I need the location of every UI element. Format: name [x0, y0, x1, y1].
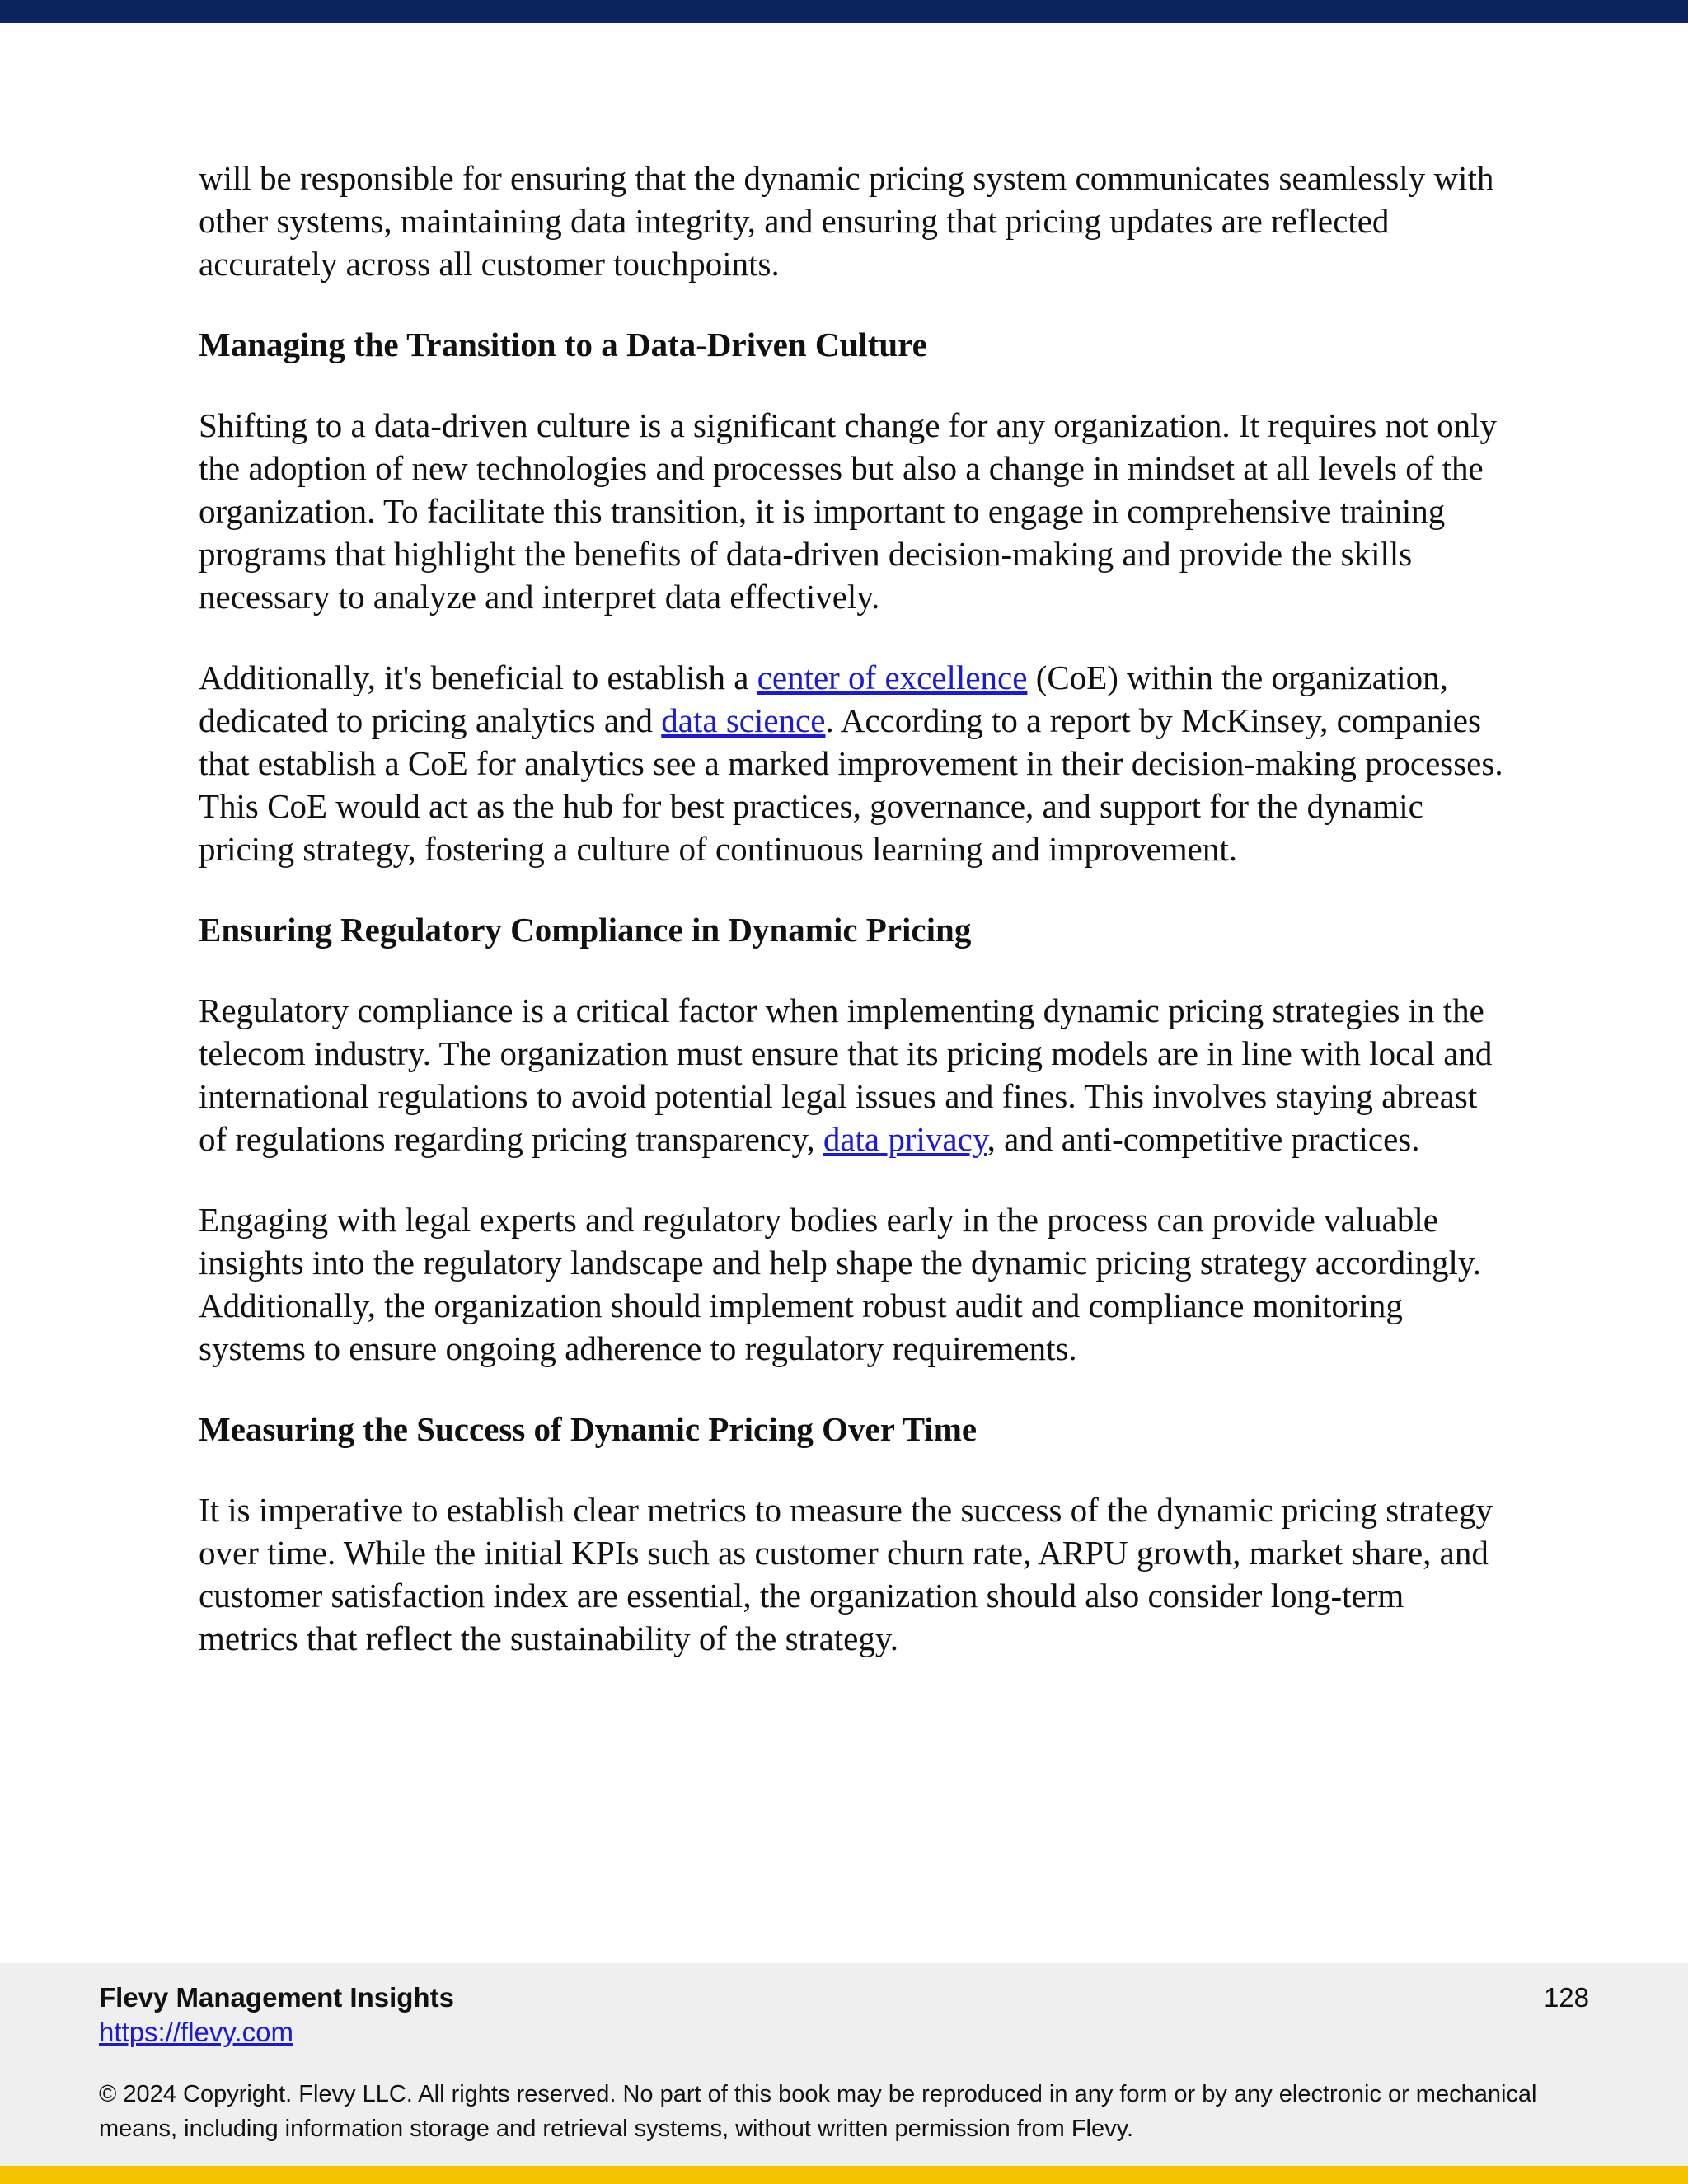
success-paragraph-1: It is imperative to establish clear metrics to measure the success of the dynamic pricing strategy over time. While the initial KPIs such as customer churn rate, ARPU growth, market share, and customer satisfaction index are essential, the organization should also consider long-term metrics that reflect the sustainability of the strategy. [199, 1491, 1493, 1657]
page-number: 128 [1543, 1982, 1589, 2013]
compliance-paragraph-2: Engaging with legal experts and regulatory bodies early in the process can provide valuable insights into the regulatory landscape and help shape the dynamic pricing strategy accordingly. Additionally, the organization should implement robust audit and compliance monitoring systems to ensure ongoing adherence to regulatory requirements. [199, 1201, 1482, 1367]
culture-paragraph-2 [199, 656, 1509, 870]
compliance-paragraph-1 [199, 989, 1509, 1160]
top-color-bar [0, 0, 1688, 23]
document-body [199, 157, 1509, 1698]
center-of-excellence-link[interactable]: center of excellence [757, 658, 1028, 696]
culture-p2-text-2: (CoE) within the organization, dedicated to pricing analytics and [199, 658, 1448, 739]
bottom-color-bar [0, 2166, 1688, 2184]
culture-paragraph-1: Shifting to a data-driven culture is a significant change for any organization. It requires not only the adoption of new technologies and processes but also a change in mindset at all levels of the organization. To facilitate this transition, it is important to engage in comprehensive training programs that highlight the benefits of data-driven decision-making and provide the skills necessary to analyze and interpret data effectively. [199, 406, 1497, 616]
data-privacy-link[interactable]: data privacy [823, 1120, 987, 1158]
section-heading-success: Measuring the Success of Dynamic Pricing Over Time [199, 1410, 978, 1448]
compliance-p1-text-2: , and anti-competitive practices. [987, 1120, 1420, 1158]
data-science-link[interactable]: data science [661, 701, 826, 739]
compliance-p1-text-1: Regulatory compliance is a critical factor when implementing dynamic pricing strategies in the telecom industry. The organization must ensure that its pricing models are in line with local and international regulations to avoid potential legal issues and fines. This involves staying abreast of regulations regarding pricing transparency, [199, 991, 1493, 1158]
culture-p2-text-3: . According to a report by McKinsey, companies that establish a CoE for analytics see a marked improvement in their decision-making processes. This CoE would act as the hub for best practices, governance, and support for the dynamic pricing strategy, fostering a culture of continuous learning and improvement. [199, 701, 1503, 868]
culture-p2-text-1: Additionally, it's beneficial to establish a [199, 658, 757, 696]
footer-copyright: © 2024 Copyright. Flevy LLC. All rights reserved. No part of this book may be reproduced in any form or by any electronic or mechanical means, including information storage and retrieval systems, without written permission from Flevy. [99, 2081, 1537, 2142]
footer-brand: Flevy Management Insights [99, 1982, 454, 2013]
intro-paragraph: will be responsible for ensuring that the dynamic pricing system communicates seamlessly with other systems, maintaining data integrity, and ensuring that pricing updates are reflected accurately across all customer touchpoints. [199, 159, 1494, 283]
footer-url-link[interactable]: https://flevy.com [99, 2017, 293, 2047]
page-footer [0, 1963, 1688, 2166]
section-heading-culture: Managing the Transition to a Data-Driven Culture [199, 326, 927, 363]
section-heading-compliance: Ensuring Regulatory Compliance in Dynamic Pricing [199, 911, 972, 949]
